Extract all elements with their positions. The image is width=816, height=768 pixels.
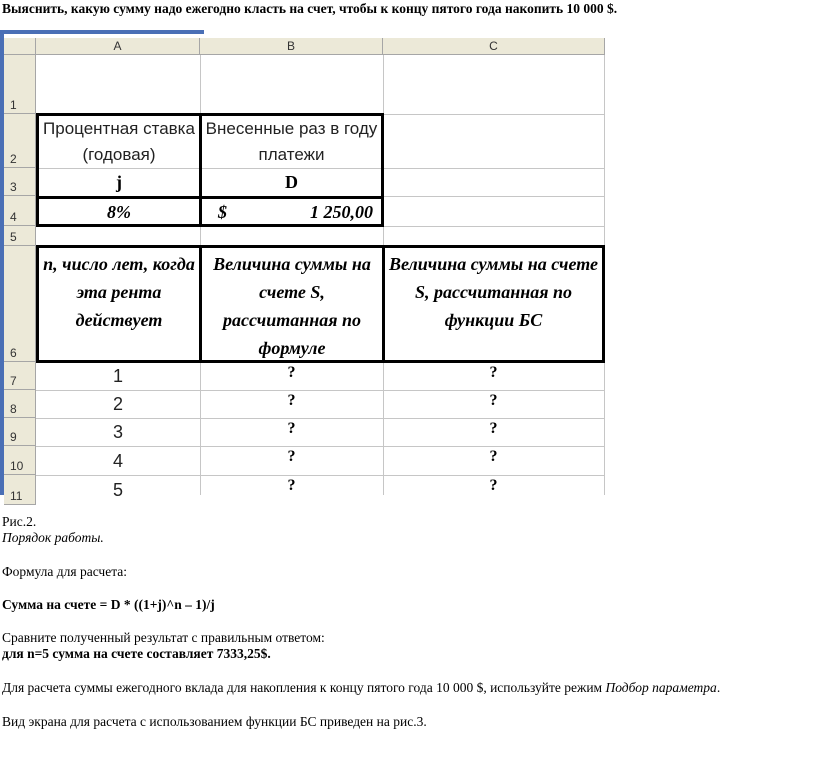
cell-b6-formula-header[interactable]: Величина суммы на счете S, рассчитанная по формуле bbox=[213, 254, 371, 358]
cell-c10-function-result[interactable]: ? bbox=[489, 448, 498, 465]
cell-b2-payment-header[interactable]: Внесенные раз в году платежи bbox=[205, 119, 378, 164]
row-header-7[interactable]: 7 bbox=[4, 362, 36, 390]
formula-text: Сумма на счете = D * ((1+j)^n – 1)/j bbox=[2, 597, 215, 612]
cell-b11-formula-result[interactable]: ? bbox=[287, 477, 296, 494]
row-header-9[interactable]: 9 bbox=[4, 418, 36, 446]
row-header-3[interactable]: 3 bbox=[4, 168, 36, 196]
cell-c11-function-result[interactable]: ? bbox=[489, 477, 498, 494]
cell-a2-rate-header[interactable]: Процентная ставка (годовая) bbox=[43, 119, 195, 164]
cell-a6-years-header[interactable]: n, число лет, когда эта рента действует bbox=[43, 254, 195, 330]
row-header-5[interactable]: 5 bbox=[4, 226, 36, 246]
compare-text: Сравните полученный результат с правильным ответом: bbox=[2, 630, 325, 645]
cell-b8-formula-result[interactable]: ? bbox=[287, 392, 296, 409]
cell-a9-year[interactable]: 3 bbox=[112, 422, 123, 442]
cell-b10-formula-result[interactable]: ? bbox=[287, 448, 296, 465]
select-all-corner[interactable] bbox=[4, 38, 36, 55]
cell-a3-rate-symbol[interactable]: j bbox=[116, 171, 122, 192]
row-header-6[interactable]: 6 bbox=[4, 246, 36, 362]
column-header-c[interactable]: C bbox=[383, 38, 605, 55]
goal-seek-instruction: Для расчета суммы ежегодного вклада для накопления к концу пятого года 10 000 $, используйте режим Подбор параметра. bbox=[2, 680, 721, 695]
cell-a8-year[interactable]: 2 bbox=[112, 394, 123, 414]
cell-b3-payment-symbol[interactable]: D bbox=[285, 171, 298, 192]
cell-a10-year[interactable]: 4 bbox=[112, 450, 123, 471]
formula-label: Формула для расчета: bbox=[2, 564, 128, 579]
cell-a4-rate-value[interactable]: 8% bbox=[107, 202, 131, 222]
spreadsheet-figure bbox=[0, 30, 605, 503]
task-title: Выяснить, какую сумму надо ежегодно класть на счет, чтобы к концу пятого года накопить 10 000 $. bbox=[2, 1, 618, 16]
column-header-a[interactable]: A bbox=[36, 38, 200, 55]
cell-b9-formula-result[interactable]: ? bbox=[287, 420, 296, 437]
cell-c6-function-header[interactable]: Величина суммы на счете S, рассчитанная по функции БС bbox=[388, 254, 598, 330]
figure-caption: Рис.2. bbox=[2, 514, 37, 529]
sheet-top-border bbox=[4, 30, 204, 34]
column-header-b[interactable]: B bbox=[200, 38, 383, 55]
cell-c7-function-result[interactable]: ? bbox=[489, 364, 498, 381]
row-header-8[interactable]: 8 bbox=[4, 390, 36, 418]
goal-seek-mode: Подбор параметра bbox=[605, 680, 717, 695]
procedure-heading: Порядок работы. bbox=[2, 530, 104, 545]
currency-symbol: $ bbox=[218, 202, 227, 222]
goal-seek-text: Для расчета суммы ежегодного вклада для накопления к концу пятого года 10 000 $, используйте режим bbox=[2, 680, 603, 695]
cell-a7-year[interactable]: 1 bbox=[112, 366, 123, 386]
row-header-1[interactable]: 1 bbox=[4, 55, 36, 114]
answer-text: для n=5 сумма на счете составляет 7333,25$. bbox=[2, 646, 271, 661]
cell-c8-function-result[interactable]: ? bbox=[489, 392, 498, 409]
cell-b7-formula-result[interactable]: ? bbox=[287, 364, 296, 381]
row-header-11[interactable]: 11 bbox=[4, 475, 36, 505]
row-header-4[interactable]: 4 bbox=[4, 196, 36, 226]
screen-reference: Вид экрана для расчета с использованием функции БС приведен на рис.3. bbox=[2, 714, 427, 729]
cell-a11-year[interactable]: 5 bbox=[112, 479, 123, 500]
row-header-10[interactable]: 10 bbox=[4, 446, 36, 475]
payment-amount: 1 250,00 bbox=[310, 202, 373, 222]
cell-b4-payment-value[interactable] bbox=[202, 199, 381, 225]
cell-c9-function-result[interactable]: ? bbox=[489, 420, 498, 437]
row-header-2[interactable]: 2 bbox=[4, 114, 36, 168]
